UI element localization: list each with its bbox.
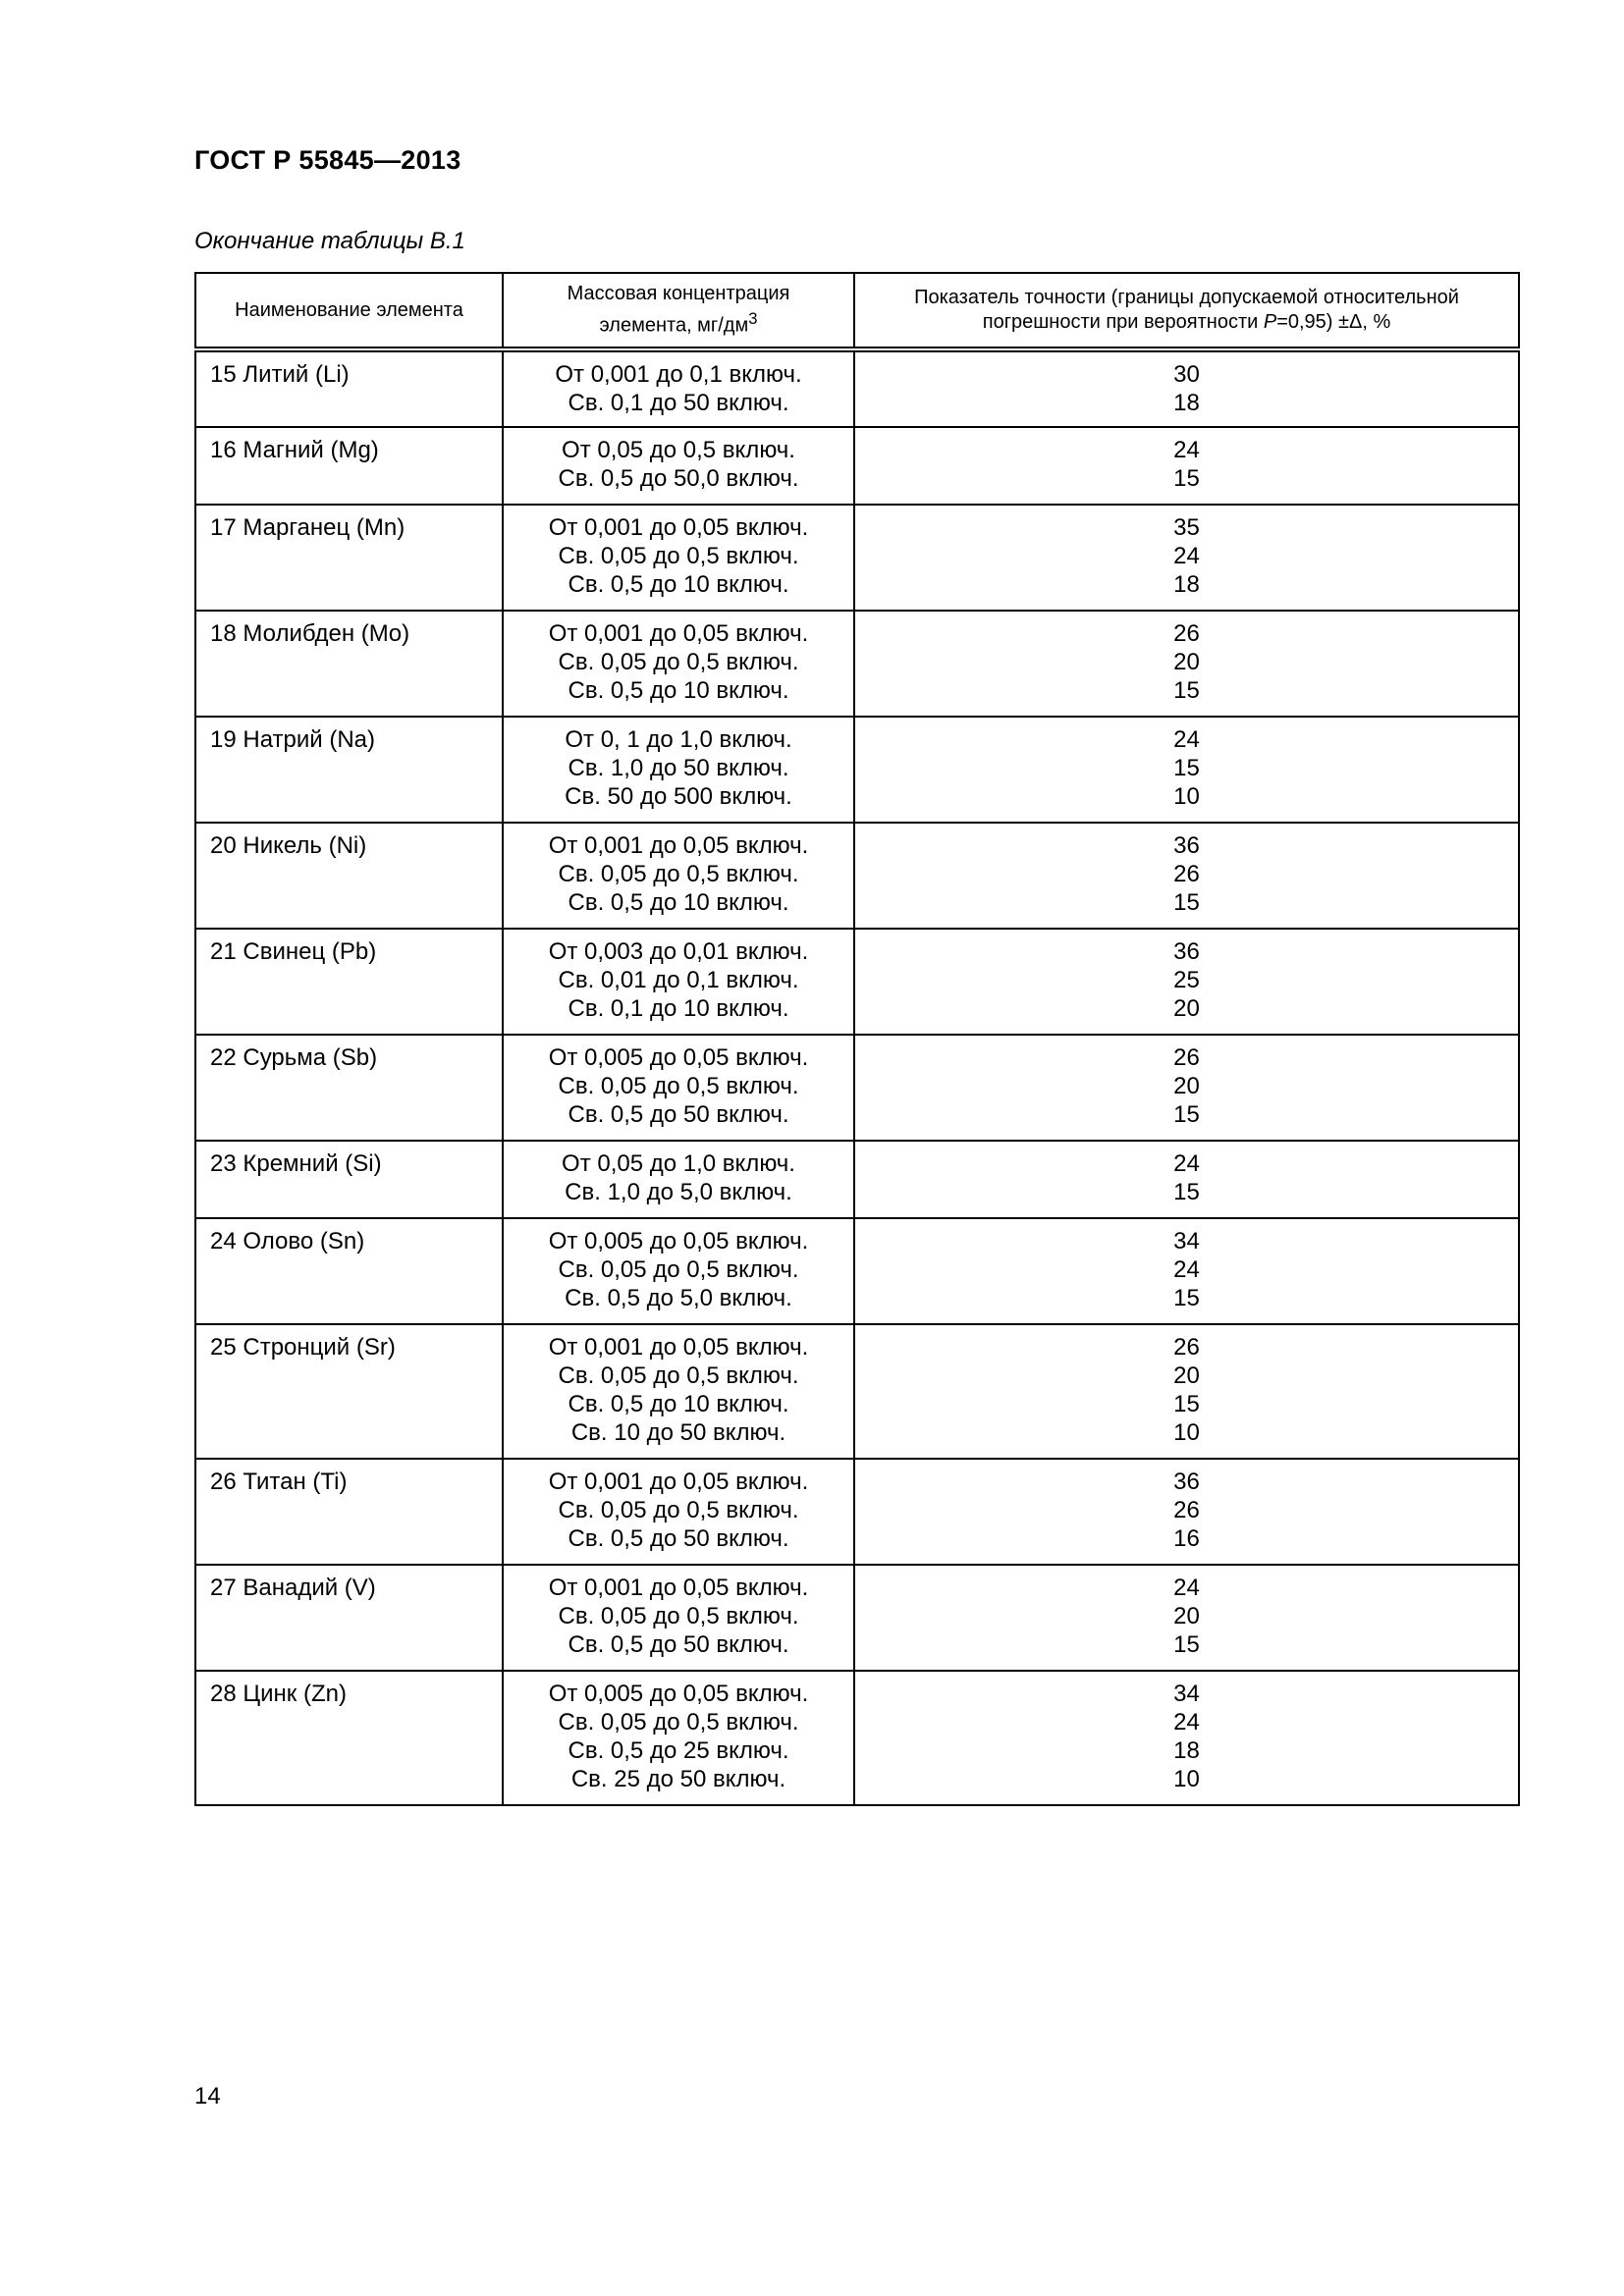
table-header-row xyxy=(195,273,1519,349)
concentration-range: Св. 0,5 до 10 включ. xyxy=(568,571,789,598)
accuracy-value: 25 xyxy=(1173,967,1200,993)
concentration-range: Св. 0,5 до 10 включ. xyxy=(568,677,789,704)
accuracy-value: 15 xyxy=(1173,755,1200,781)
document-header: ГОСТ Р 55845—2013 xyxy=(194,145,461,175)
accuracy-value: 36 xyxy=(1173,832,1200,859)
element-name-cell: 28 Цинк (Zn) xyxy=(195,1671,503,1805)
concentration-cell xyxy=(503,505,854,611)
concentration-range: Св. 25 до 50 включ. xyxy=(570,1766,786,1792)
accuracy-value: 20 xyxy=(1173,1603,1200,1629)
table-caption: Окончание таблицы В.1 xyxy=(194,228,465,254)
table-row xyxy=(195,611,1519,717)
accuracy-value: 26 xyxy=(1173,1497,1200,1523)
concentration-range: От 0,001 до 0,05 включ. xyxy=(548,1575,809,1601)
concentration-cell xyxy=(503,1324,854,1459)
concentration-range: Св. 0,5 до 10 включ. xyxy=(568,889,789,916)
table-row xyxy=(195,1035,1519,1141)
element-name-cell: 22 Сурьма (Sb) xyxy=(195,1035,503,1141)
concentration-cell xyxy=(503,1459,854,1565)
header-element-name: Наименование элемента xyxy=(195,273,503,349)
element-name-cell: 27 Ванадий (V) xyxy=(195,1565,503,1671)
accuracy-value: 24 xyxy=(1173,1256,1200,1283)
accuracy-cell xyxy=(854,1671,1519,1805)
concentration-cell xyxy=(503,611,854,717)
concentration-range: Св. 0,05 до 0,5 включ. xyxy=(558,1256,799,1283)
accuracy-value: 15 xyxy=(1173,1101,1200,1128)
table-row xyxy=(195,349,1519,427)
concentration-range: Св. 0,05 до 0,5 включ. xyxy=(558,861,799,887)
page-number: 14 xyxy=(194,2083,221,2109)
element-name-cell: 26 Титан (Ti) xyxy=(195,1459,503,1565)
table-row xyxy=(195,717,1519,823)
accuracy-value: 15 xyxy=(1173,677,1200,704)
concentration-cell xyxy=(503,427,854,505)
accuracy-value: 24 xyxy=(1173,1709,1200,1735)
concentration-cell xyxy=(503,349,854,427)
element-name-cell: 16 Магний (Mg) xyxy=(195,427,503,505)
accuracy-value: 36 xyxy=(1173,938,1200,965)
concentration-range: Св. 0,5 до 50 включ. xyxy=(568,1631,789,1658)
concentration-range: От 0,005 до 0,05 включ. xyxy=(548,1228,809,1255)
concentration-range: Св. 0,05 до 0,5 включ. xyxy=(558,1073,799,1099)
accuracy-cell xyxy=(854,505,1519,611)
concentration-range: От 0,05 до 1,0 включ. xyxy=(562,1150,795,1177)
accuracy-value: 30 xyxy=(1173,361,1200,388)
accuracy-cell xyxy=(854,929,1519,1035)
table-row xyxy=(195,427,1519,505)
concentration-range: От 0,001 до 0,1 включ. xyxy=(555,361,802,388)
element-name-cell: 25 Стронций (Sr) xyxy=(195,1324,503,1459)
concentration-cell xyxy=(503,1035,854,1141)
accuracy-cell xyxy=(854,1035,1519,1141)
concentration-range: От 0,001 до 0,05 включ. xyxy=(548,620,809,647)
concentration-range: Св. 0,5 до 10 включ. xyxy=(568,1391,789,1417)
table-row xyxy=(195,1459,1519,1565)
concentration-range: От 0,003 до 0,01 включ. xyxy=(548,938,809,965)
element-name-cell: 21 Свинец (Pb) xyxy=(195,929,503,1035)
accuracy-value: 20 xyxy=(1173,1362,1200,1389)
accuracy-value: 20 xyxy=(1173,1073,1200,1099)
accuracy-value: 34 xyxy=(1173,1228,1200,1255)
element-name-cell: 20 Никель (Ni) xyxy=(195,823,503,929)
element-name-cell: 15 Литий (Li) xyxy=(195,349,503,427)
accuracy-value: 10 xyxy=(1173,1419,1200,1446)
accuracy-value: 10 xyxy=(1173,1766,1200,1792)
element-name-cell: 18 Молибден (Mo) xyxy=(195,611,503,717)
table-row xyxy=(195,1218,1519,1324)
concentration-cell xyxy=(503,1218,854,1324)
accuracy-value: 15 xyxy=(1173,465,1200,492)
header-accuracy: Показатель точности (границы допускаемой относительной погрешности при вероятности P=0,95) ±Δ, % xyxy=(854,273,1519,349)
table-row xyxy=(195,1671,1519,1805)
concentration-range: Св. 0,1 до 50 включ. xyxy=(568,390,789,416)
concentration-range: От 0,001 до 0,05 включ. xyxy=(548,1468,809,1495)
accuracy-value: 24 xyxy=(1173,543,1200,569)
concentration-cell xyxy=(503,929,854,1035)
accuracy-value: 24 xyxy=(1173,437,1200,463)
accuracy-value: 20 xyxy=(1173,995,1200,1022)
accuracy-cell xyxy=(854,349,1519,427)
accuracy-value: 15 xyxy=(1173,889,1200,916)
accuracy-value: 18 xyxy=(1173,1737,1200,1764)
accuracy-value: 34 xyxy=(1173,1681,1200,1707)
concentration-range: Св. 0,5 до 50 включ. xyxy=(568,1101,789,1128)
accuracy-table xyxy=(194,272,1520,1806)
accuracy-value: 36 xyxy=(1173,1468,1200,1495)
accuracy-value: 26 xyxy=(1173,1044,1200,1071)
concentration-cell xyxy=(503,1565,854,1671)
table-row xyxy=(195,1141,1519,1218)
concentration-range: От 0,005 до 0,05 включ. xyxy=(548,1044,809,1071)
concentration-range: Св. 0,1 до 10 включ. xyxy=(568,995,789,1022)
concentration-range: Св. 50 до 500 включ. xyxy=(565,783,792,810)
concentration-range: Св. 0,5 до 50 включ. xyxy=(568,1525,789,1552)
accuracy-value: 18 xyxy=(1173,390,1200,416)
concentration-range: Св. 0,05 до 0,5 включ. xyxy=(558,1709,799,1735)
concentration-range: Св. 0,05 до 0,5 включ. xyxy=(558,543,799,569)
element-name-cell: 24 Олово (Sn) xyxy=(195,1218,503,1324)
accuracy-cell xyxy=(854,1565,1519,1671)
concentration-range: Св. 0,5 до 25 включ. xyxy=(568,1737,789,1764)
concentration-range: От 0, 1 до 1,0 включ. xyxy=(565,726,792,753)
concentration-range: От 0,001 до 0,05 включ. xyxy=(548,1334,809,1361)
table-row xyxy=(195,823,1519,929)
concentration-range: Св. 0,5 до 50,0 включ. xyxy=(558,465,799,492)
element-name-cell: 23 Кремний (Si) xyxy=(195,1141,503,1218)
accuracy-value: 24 xyxy=(1173,726,1200,753)
element-name-cell: 19 Натрий (Na) xyxy=(195,717,503,823)
element-name-cell: 17 Марганец (Mn) xyxy=(195,505,503,611)
accuracy-cell xyxy=(854,1141,1519,1218)
concentration-range: Св. 0,05 до 0,5 включ. xyxy=(558,649,799,675)
accuracy-cell xyxy=(854,611,1519,717)
accuracy-value: 10 xyxy=(1173,783,1200,810)
accuracy-cell xyxy=(854,823,1519,929)
table-row xyxy=(195,1324,1519,1459)
accuracy-cell xyxy=(854,717,1519,823)
accuracy-value: 18 xyxy=(1173,571,1200,598)
accuracy-value: 24 xyxy=(1173,1575,1200,1601)
concentration-range: Св. 0,05 до 0,5 включ. xyxy=(558,1603,799,1629)
accuracy-value: 35 xyxy=(1173,514,1200,541)
concentration-range: Св. 10 до 50 включ. xyxy=(570,1419,786,1446)
concentration-range: От 0,001 до 0,05 включ. xyxy=(548,832,809,859)
table-body xyxy=(195,349,1519,1805)
table-row xyxy=(195,1565,1519,1671)
accuracy-cell xyxy=(854,1324,1519,1459)
accuracy-value: 24 xyxy=(1173,1150,1200,1177)
concentration-range: От 0,001 до 0,05 включ. xyxy=(548,514,809,541)
concentration-cell xyxy=(503,1671,854,1805)
accuracy-value: 26 xyxy=(1173,1334,1200,1361)
concentration-range: От 0,05 до 0,5 включ. xyxy=(562,437,795,463)
table-row xyxy=(195,929,1519,1035)
concentration-cell xyxy=(503,823,854,929)
concentration-range: От 0,005 до 0,05 включ. xyxy=(548,1681,809,1707)
accuracy-value: 16 xyxy=(1173,1525,1200,1552)
accuracy-value: 26 xyxy=(1173,861,1200,887)
concentration-cell xyxy=(503,717,854,823)
accuracy-cell xyxy=(854,427,1519,505)
concentration-range: Св. 1,0 до 5,0 включ. xyxy=(565,1179,792,1205)
table-row xyxy=(195,505,1519,611)
concentration-cell xyxy=(503,1141,854,1218)
accuracy-cell xyxy=(854,1459,1519,1565)
header-concentration: Массовая концентрация элемента, $мг/дм^3$ xyxy=(503,273,854,349)
accuracy-value: 15 xyxy=(1173,1391,1200,1417)
concentration-range: Св. 1,0 до 50 включ. xyxy=(568,755,789,781)
accuracy-value: 20 xyxy=(1173,649,1200,675)
concentration-range: Св. 0,05 до 0,5 включ. xyxy=(558,1497,799,1523)
accuracy-value: 15 xyxy=(1173,1179,1200,1205)
concentration-range: Св. 0,01 до 0,1 включ. xyxy=(558,967,799,993)
concentration-range: Св. 0,05 до 0,5 включ. xyxy=(558,1362,799,1389)
accuracy-value: 15 xyxy=(1173,1285,1200,1311)
accuracy-cell xyxy=(854,1218,1519,1324)
concentration-range: Св. 0,5 до 5,0 включ. xyxy=(565,1285,792,1311)
accuracy-value: 26 xyxy=(1173,620,1200,647)
accuracy-value: 15 xyxy=(1173,1631,1200,1658)
